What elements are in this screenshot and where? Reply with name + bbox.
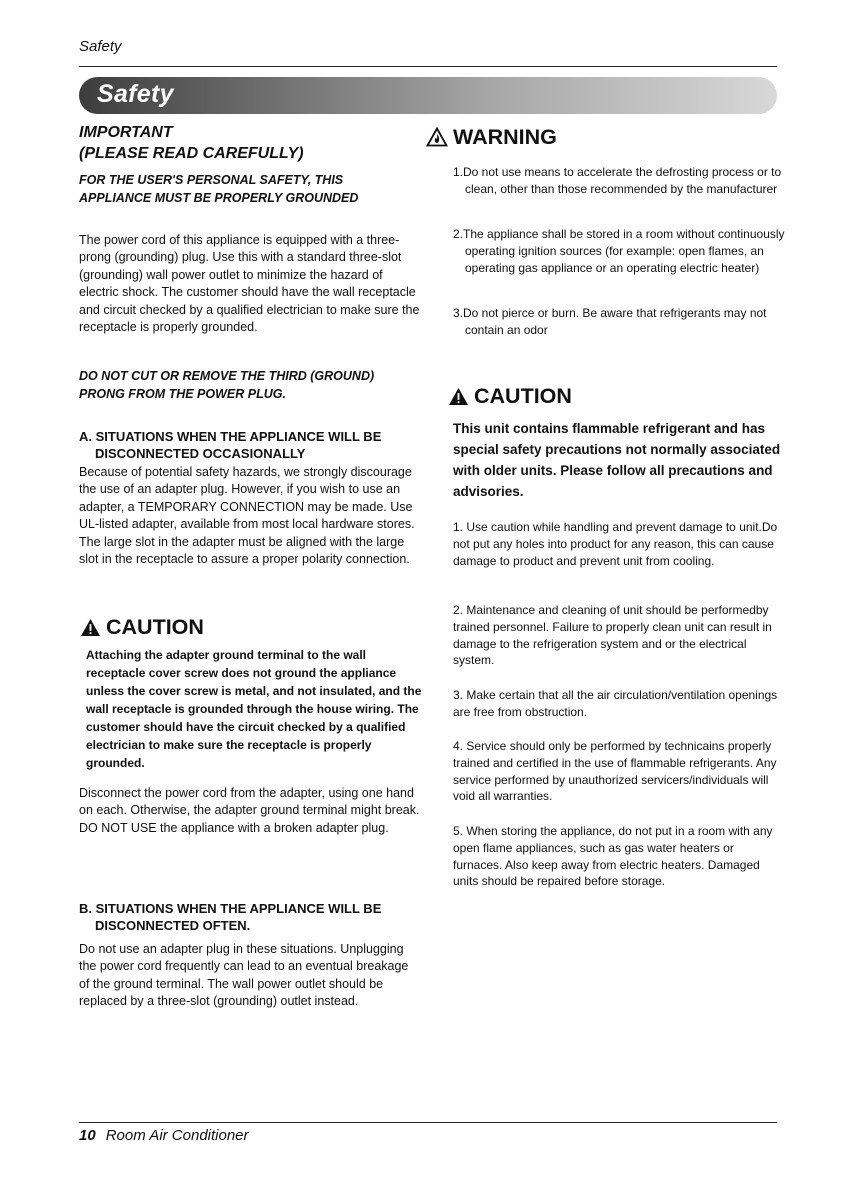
section-b-line2: DISCONNECTED OFTEN. bbox=[95, 918, 251, 933]
do-not-cut-notice bbox=[79, 367, 421, 403]
page-number: 10 bbox=[79, 1127, 96, 1144]
left-caution-label: CAUTION bbox=[106, 615, 204, 639]
important-heading bbox=[79, 122, 421, 164]
caution-item: 5. When storing the appliance, do not put in a room with any open flame appliances, such as gas water heaters or furnaces. Also keep away from electric heaters. Damaged units should be repaired before storage. bbox=[453, 824, 773, 889]
ground-notice-line1: FOR THE USER'S PERSONAL SAFETY, THIS bbox=[79, 173, 344, 187]
section-a-line2: DISCONNECTED OCCASIONALLY bbox=[95, 446, 306, 461]
section-a-line1: A. SITUATIONS WHEN THE APPLIANCE WILL BE bbox=[79, 429, 382, 444]
warning-item: 1.Do not use means to accelerate the defrosting process or to clean, other than those recommended by the manufacturer bbox=[453, 165, 782, 196]
top-rule bbox=[79, 66, 777, 67]
ground-notice-line2: APPLIANCE MUST BE PROPERLY GROUNDED bbox=[79, 191, 359, 205]
bottom-rule bbox=[79, 1122, 777, 1123]
caution-item: 3. Make certain that all the air circulation/ventilation openings are free from obstruction. bbox=[453, 688, 778, 719]
exclamation-triangle-icon bbox=[80, 618, 101, 637]
product-name: Room Air Conditioner bbox=[105, 1127, 249, 1144]
warning-item: 2.The appliance shall be stored in a room without continuously operating ignition sources (for example: open flames, an operating gas appliance or an operating electric heater) bbox=[453, 227, 785, 275]
section-banner bbox=[79, 77, 777, 114]
caution-item: 1. Use caution while handling and prevent damage to unit.Do not put any holes into product for any reason, this can cause damage to product and prevent unit from cooling. bbox=[453, 520, 778, 568]
banner-title: Safety bbox=[97, 80, 174, 108]
section-a-paragraph2: The large slot in the adapter must be aligned with the large slot in the receptacle to assure a proper polarity connection. bbox=[79, 534, 410, 567]
exclamation-triangle-icon bbox=[448, 387, 469, 406]
section-a-paragraph1: Because of potential safety hazards, we strongly discourage the use of an adapter plug. However, if you wish to use an adapter, a TEMPORARY CONNECTION may be made. Use UL-listed adapter, available from most local hardware stores. bbox=[79, 465, 415, 532]
important-line2: (PLEASE READ CAREFULLY) bbox=[79, 145, 304, 162]
right-caution-label: CAUTION bbox=[474, 384, 572, 408]
section-a-heading bbox=[79, 428, 421, 462]
power-cord-paragraph: The power cord of this appliance is equipped with a three-prong (grounding) plug. Use this with a standard three-slot (grounding) wall power outlet to minimize the hazard of electric shock. The customer should have the wall receptacle and circuit checked by a qualified electrician to make sure the receptacle is properly grounded. bbox=[79, 233, 420, 335]
fire-warning-icon bbox=[426, 127, 448, 147]
caution-item: 2. Maintenance and cleaning of unit should be performedby trained personnel. Failure to properly clean unit can result in damage to the refrigeration system and or the electrical system. bbox=[453, 603, 772, 668]
warning-item: 3.Do not pierce or burn. Be aware that refrigerants may not contain an odor bbox=[453, 306, 767, 337]
warning-title bbox=[426, 124, 557, 150]
ground-notice bbox=[79, 171, 421, 207]
footer bbox=[79, 1127, 249, 1144]
left-caution-text: Attaching the adapter ground terminal to the wall receptacle cover screw does not ground the appliance unless the cover screw is metal, and not insulated, and the wall receptacle is grounded through the house wiring. The customer should have the circuit checked by a qualified electrician to make sure the receptacle is properly grounded. bbox=[86, 648, 422, 770]
right-caution-title bbox=[448, 383, 572, 409]
do-not-cut-line2: PRONG FROM THE POWER PLUG. bbox=[79, 387, 286, 401]
important-line1: IMPORTANT bbox=[79, 124, 173, 141]
section-b-paragraph: Do not use an adapter plug in these situations. Unplugging the power cord frequently can lead to an eventual breakage of the ground terminal. The wall power outlet should be replaced by a three-slot (grounding) outlet instead. bbox=[79, 942, 409, 1009]
section-a-paragraphs bbox=[79, 464, 421, 568]
section-b-heading bbox=[79, 900, 421, 934]
disconnect-paragraph: Disconnect the power cord from the adapter, using one hand on each. Otherwise, the adapter ground terminal might break. DO NOT USE the appliance with a broken adapter plug. bbox=[79, 786, 420, 835]
warning-label: WARNING bbox=[453, 125, 557, 149]
running-head: Safety bbox=[79, 38, 122, 55]
caution-item: 4. Service should only be performed by technicains properly trained and certified in the use of flammable refrigerants. Any service performed by unauthorized servicers/individuals will void all warranties. bbox=[453, 739, 777, 804]
do-not-cut-line1: DO NOT CUT OR REMOVE THE THIRD (GROUND) bbox=[79, 369, 375, 383]
right-caution-intro: This unit contains flammable refrigerant and has special safety precautions not normally associated with older units. Please follow all precautions and advisories. bbox=[453, 421, 781, 499]
left-caution-title bbox=[80, 614, 204, 640]
section-b-line1: B. SITUATIONS WHEN THE APPLIANCE WILL BE bbox=[79, 901, 382, 916]
